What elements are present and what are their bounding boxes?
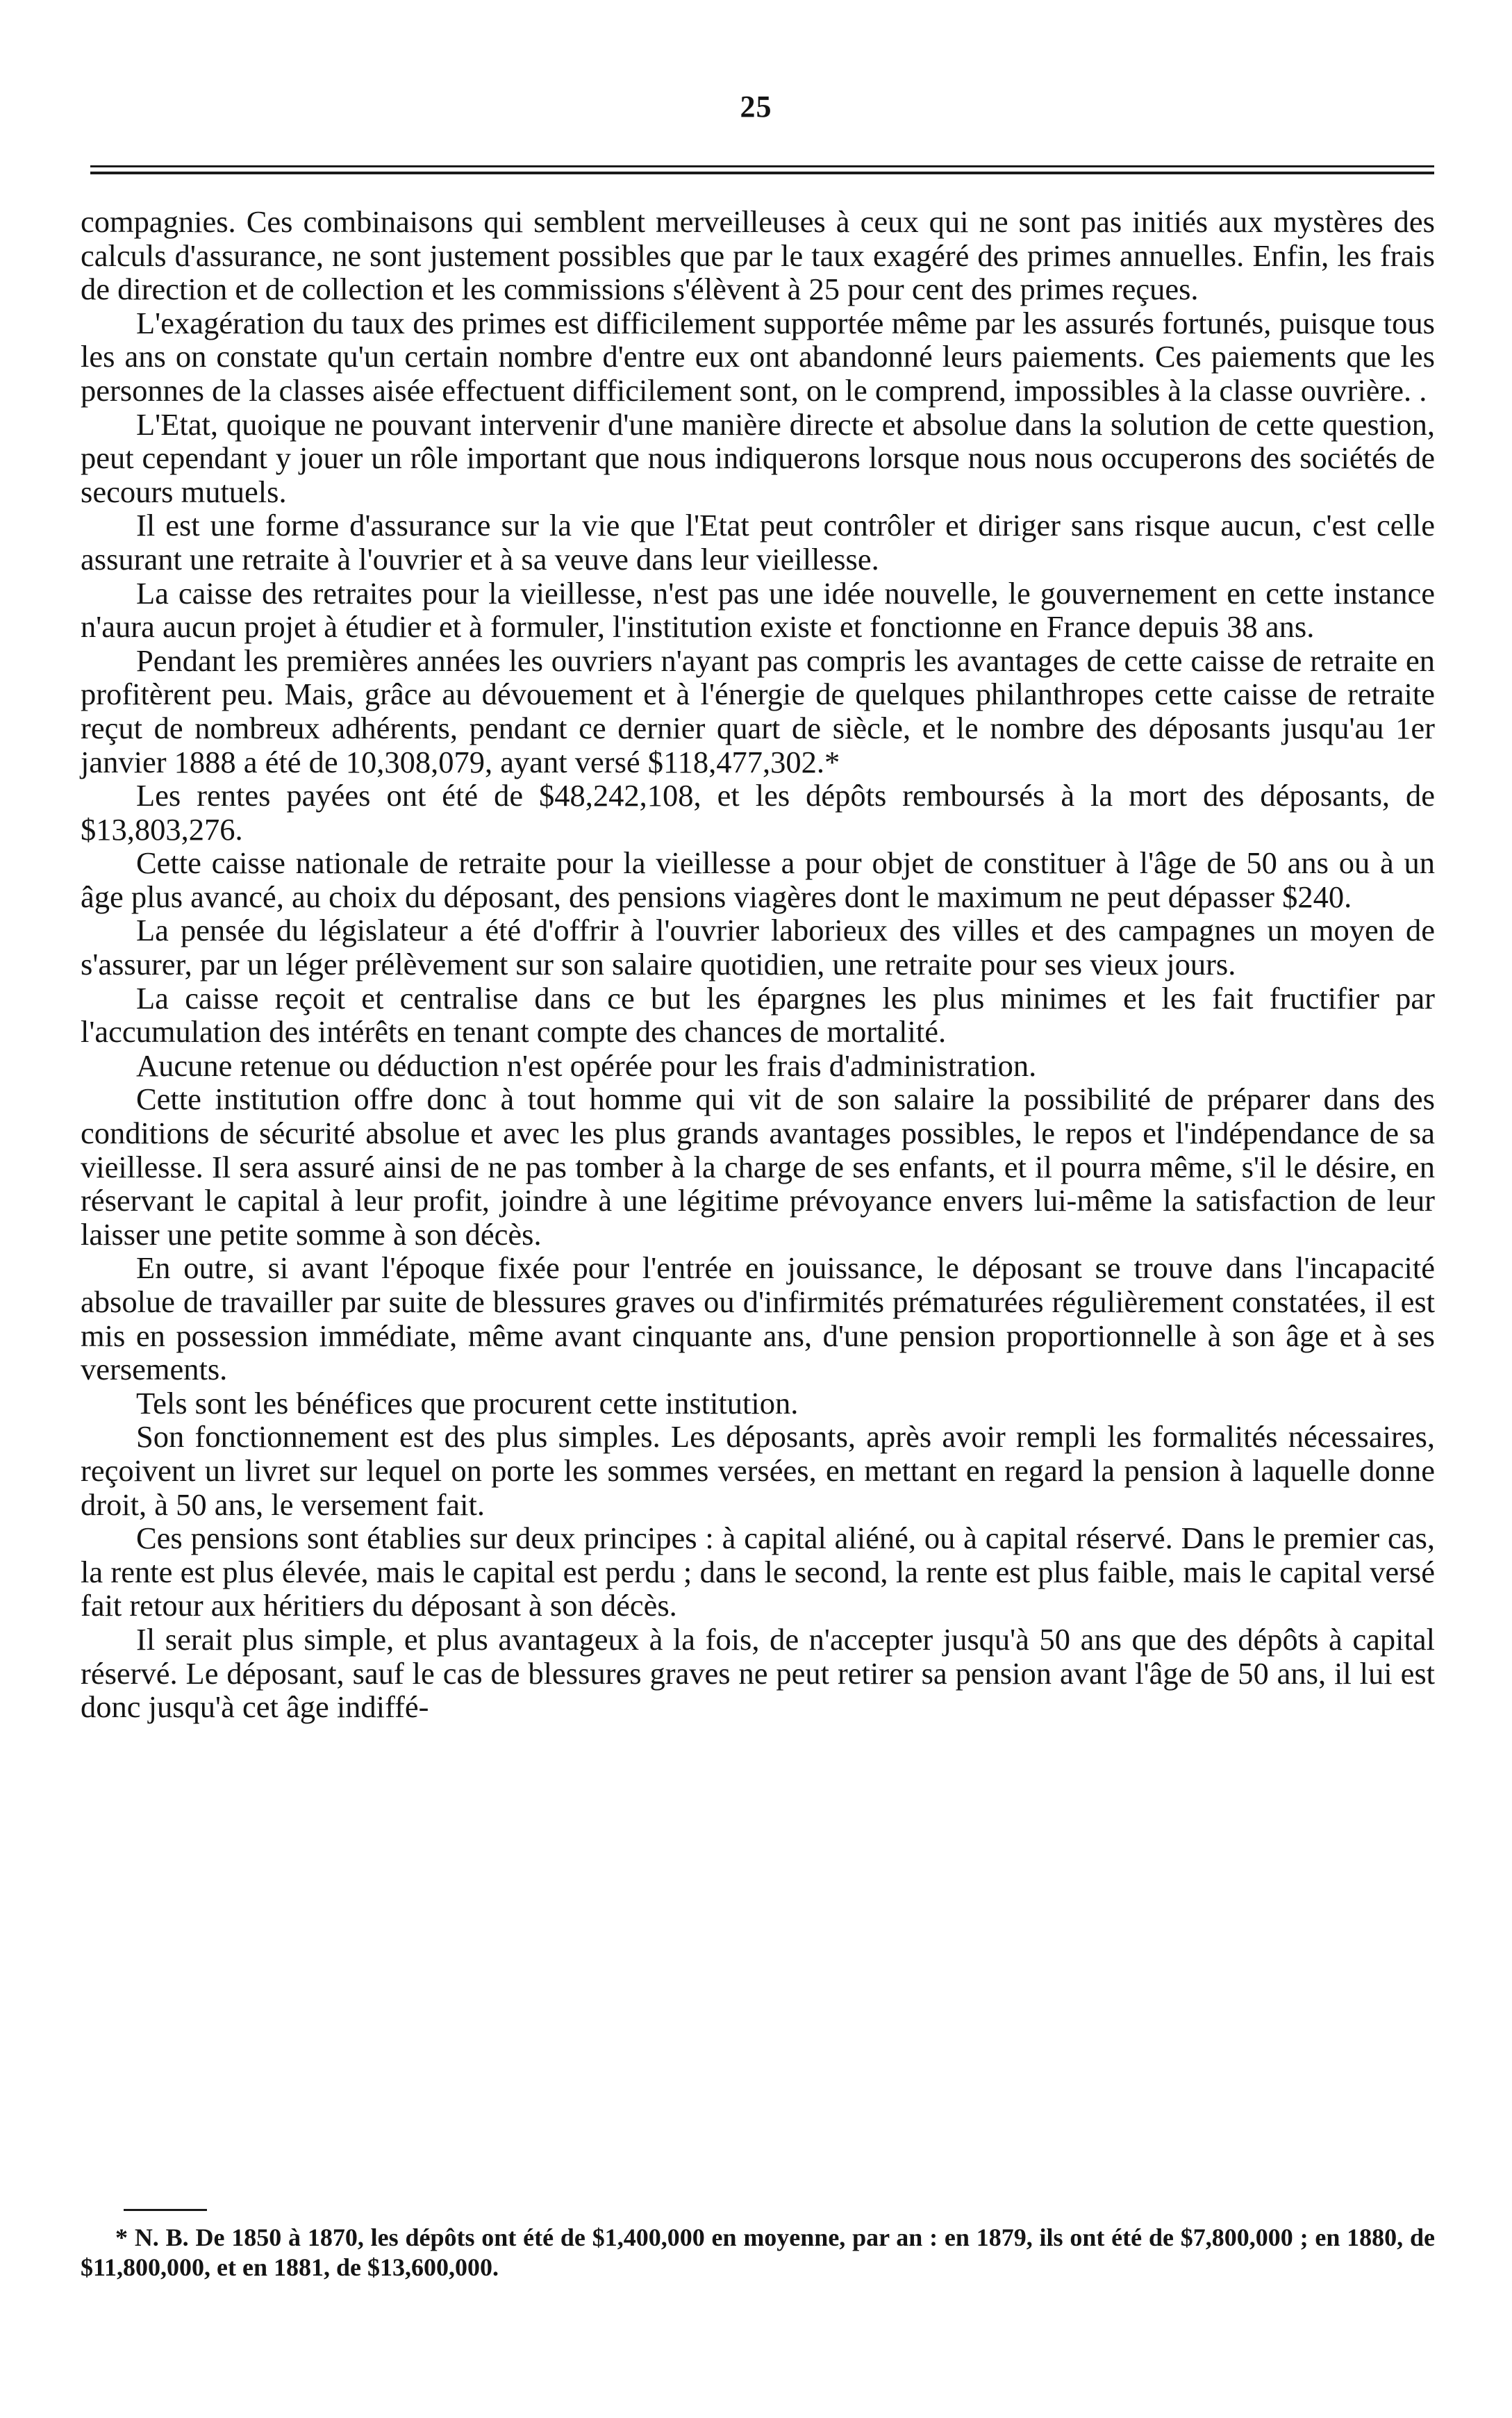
footnote-marker: *	[115, 2224, 128, 2251]
paragraph: Aucune retenue ou déduction n'est opérée pour les frais d'administration.	[136, 1047, 1037, 1083]
paragraph: Ces pensions sont établies sur deux principes : à capital aliéné, ou à capital réservé. Dans le premier cas, la rente est plus élevée, mais le capital est perdu ; dans le second, la rente est plus faible, mais le capital versé fait retour aux héritiers du déposant à son décès.	[81, 1521, 1435, 1623]
page-number: 25	[740, 90, 772, 124]
paragraph: L'exagération du taux des primes est difficilement supportée même par les assurés fortunés, puisque tous les ans on constate qu'un certain nombre d'entre eux ont abandonné leurs paiements. Ces paiements que les personnes de la classes aisée effectuent difficilement sont, on le comprend, impossibles à la classe ouvrière. .	[81, 305, 1435, 408]
footnote	[81, 2223, 1435, 2283]
paragraph: Il serait plus simple, et plus avantageux à la fois, de n'accepter jusqu'à 50 ans que des dépôts à capital réservé. Le déposant, sauf le cas de blessures graves ne peut retirer sa pension avant l'âge de 50 ans, il lui est donc jusqu'à cet âge indiffé-	[81, 1621, 1435, 1725]
paragraph: Tels sont les bénéfices que procurent cette institution.	[136, 1385, 799, 1421]
paragraph: La caisse des retraites pour la vieillesse, n'est pas une idée nouvelle, le gouvernement en cette instance n'aura aucun projet à étudier et à formuler, l'institution existe et fonctionne en France depuis 38 ans.	[81, 575, 1435, 645]
paragraph: Pendant les premières années les ouvriers n'ayant pas compris les avantages de cette caisse de retraite en profitèrent peu. Mais, grâce au dévouement et à l'énergie de quelques philanthropes cette caisse de retraite reçut de nombreux adhérents, pendant ce dernier quart de siècle, et le nombre des déposants jusqu'au 1er janvier 1888 a été de 10,308,079, ayant versé $118,477,302.*	[81, 643, 1435, 779]
paragraph: compagnies. Ces combinaisons qui semblent merveilleuses à ceux qui ne sont pas initiés aux mystères des calculs d'assurance, ne sont justement possibles que par le taux exagéré des primes annuelles. Enfin, les frais de direction et de collection et les commissions s'élèvent à 25 pour cent des primes reçues.	[81, 204, 1435, 307]
header-rule-thick	[90, 172, 1434, 174]
footnote-rule	[124, 2209, 207, 2211]
paragraph: Son fonctionnement est des plus simples. Les déposants, après avoir rempli les formalités nécessaires, reçoivent un livret sur lequel on porte les sommes versées, en mettant en regard la pension à laquelle donne droit, à 50 ans, le versement fait.	[81, 1419, 1435, 1522]
footnote-text: N. B. De 1850 à 1870, les dépôts ont été de $1,400,000 en moyenne, par an : en 1879, ils ont été de $7,800,000 ; en 1880, de $11,800,000, et en 1881, de $13,600,000.	[81, 2224, 1435, 2281]
body-text	[81, 205, 1435, 1724]
paragraph: Les rentes payées ont été de $48,242,108, et les dépôts remboursés à la mort des déposants, de $13,803,276.	[81, 778, 1435, 847]
paragraph: La caisse reçoit et centralise dans ce but les épargnes les plus minimes et les fait fructifier par l'accumulation des intérêts en tenant compte des chances de mortalité.	[81, 980, 1435, 1050]
paragraph: Il est une forme d'assurance sur la vie que l'Etat peut contrôler et diriger sans risque aucun, c'est celle assurant une retraite à l'ouvrier et à sa veuve dans leur vieillesse.	[81, 508, 1435, 577]
paragraph: La pensée du législateur a été d'offrir à l'ouvrier laborieux des villes et des campagnes un moyen de s'assurer, par un léger prélèvement sur son salaire quotidien, une retraite pour ses vieux jours.	[81, 913, 1435, 982]
paragraph: Cette institution offre donc à tout homme qui vit de son salaire la possibilité de préparer dans des conditions de sécurité absolue et avec les plus grands avantages possibles, le repos et l'indépendance de sa vieillesse. Il sera assuré ainsi de ne pas tomber à la charge de ses enfants, et il pourra même, s'il le désire, en réservant le capital à leur profit, joindre à une légitime prévoyance envers lui-même la satisfaction de leur laisser une petite somme à son décès.	[81, 1082, 1435, 1252]
header-rule-thin	[90, 165, 1434, 167]
paragraph: En outre, si avant l'époque fixée pour l'entrée en jouissance, le déposant se trouve dans l'incapacité absolue de travailler par suite de blessures graves ou d'infirmités prématurées régulièrement constatées, il est mis en possession immédiate, même avant cinquante ans, d'une pension proportionnelle à son âge et à ses versements.	[81, 1250, 1435, 1387]
paragraph: L'Etat, quoique ne pouvant intervenir d'une manière directe et absolue dans la solution de cette question, peut cependant y jouer un rôle important que nous indiquerons lorsque nous nous occuperons des sociétés de secours mutuels.	[81, 406, 1435, 509]
paragraph: Cette caisse nationale de retraite pour la vieillesse a pour objet de constituer à l'âge de 50 ans ou à un âge plus avancé, au choix du déposant, des pensions viagères dont le maximum ne peut dépasser $240.	[81, 845, 1435, 914]
